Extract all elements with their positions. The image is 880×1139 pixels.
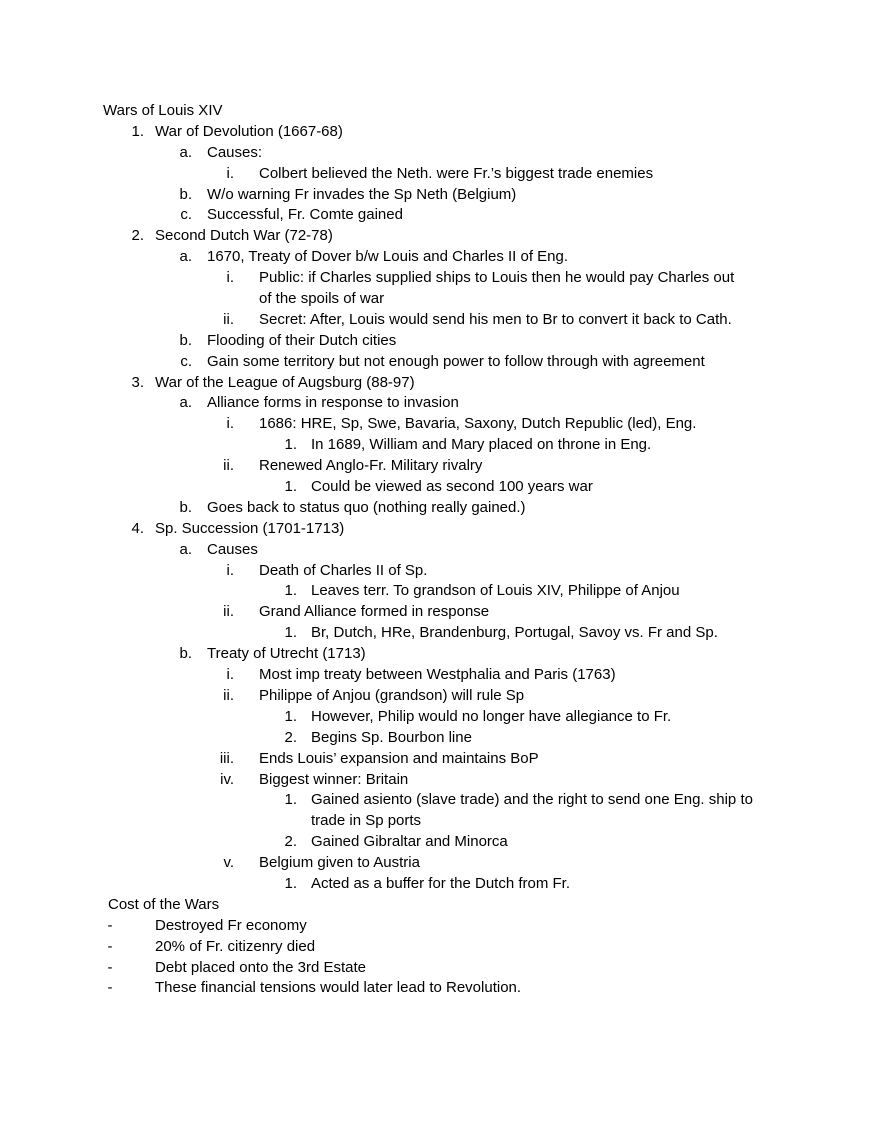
list-marker: ii. bbox=[223, 603, 234, 621]
list-item-text: Gained asiento (slave trade) and the right to send one Eng. ship to bbox=[311, 791, 753, 809]
war-4-b-iii bbox=[0, 749, 880, 770]
war-3-a-ii-1 bbox=[0, 477, 880, 498]
war-4-b-ii-1 bbox=[0, 707, 880, 728]
list-marker: b. bbox=[179, 331, 192, 349]
cost-item-2 bbox=[0, 937, 880, 958]
list-marker: 1. bbox=[284, 624, 297, 642]
list-marker: i. bbox=[226, 269, 234, 287]
war-4-a-i bbox=[0, 561, 880, 582]
list-item-text: 20% of Fr. citizenry died bbox=[155, 937, 316, 955]
list-item-text: Colbert believed the Neth. were Fr.’s biggest trade enemies bbox=[259, 164, 654, 182]
war-4-a-ii-1 bbox=[0, 623, 880, 644]
war-2-title: Second Dutch War (72-78) bbox=[155, 227, 333, 245]
list-marker: - bbox=[107, 958, 113, 976]
war-2 bbox=[0, 226, 880, 247]
list-item-text: Gain some territory but not enough power to follow through with agreement bbox=[207, 352, 705, 370]
war-4-a bbox=[0, 540, 880, 561]
list-marker: c. bbox=[180, 352, 192, 370]
war-2-a-i-cont bbox=[0, 289, 880, 310]
list-item-text: Treaty of Utrecht (1713) bbox=[207, 645, 366, 663]
list-marker: a. bbox=[179, 143, 192, 161]
list-marker: 2. bbox=[284, 833, 297, 851]
list-marker: 4. bbox=[131, 519, 144, 537]
list-marker: 2. bbox=[284, 728, 297, 746]
war-3 bbox=[0, 373, 880, 394]
list-item-text: 1686: HRE, Sp, Swe, Bavaria, Saxony, Dutch Republic (led), Eng. bbox=[259, 415, 697, 433]
war-4-b-v-1 bbox=[0, 874, 880, 895]
list-item-text: Philippe of Anjou (grandson) will rule Sp bbox=[259, 686, 525, 704]
list-marker: - bbox=[107, 979, 113, 997]
list-marker: i. bbox=[226, 164, 234, 182]
doc-title-text: Wars of Louis XIV bbox=[103, 102, 223, 119]
list-marker: c. bbox=[180, 206, 192, 224]
war-4-a-ii bbox=[0, 602, 880, 623]
list-marker: a. bbox=[179, 394, 192, 412]
list-item-text: Flooding of their Dutch cities bbox=[207, 331, 397, 349]
list-item-text: Goes back to status quo (nothing really gained.) bbox=[207, 498, 526, 516]
war-2-a bbox=[0, 247, 880, 268]
war-4-a-i-1 bbox=[0, 581, 880, 602]
war-4-b-iv-1-cont bbox=[0, 811, 880, 832]
war-2-a-ii bbox=[0, 310, 880, 331]
cost-heading bbox=[0, 895, 880, 916]
doc-title bbox=[0, 101, 880, 122]
list-item-text: Public: if Charles supplied ships to Louis then he would pay Charles out bbox=[259, 269, 735, 287]
list-item-text: Causes: bbox=[207, 143, 263, 161]
war-4-b-i bbox=[0, 665, 880, 686]
list-item-text: These financial tensions would later lead to Revolution. bbox=[155, 979, 522, 997]
list-marker: 1. bbox=[131, 122, 144, 140]
list-marker: iv. bbox=[220, 770, 234, 788]
list-item-text: Alliance forms in response to invasion bbox=[207, 394, 459, 412]
war-4-title: Sp. Succession (1701-1713) bbox=[155, 519, 345, 537]
list-marker: 2. bbox=[131, 227, 144, 245]
list-marker: - bbox=[107, 937, 113, 955]
cost-item-4 bbox=[0, 978, 880, 999]
list-marker: a. bbox=[179, 540, 192, 558]
list-marker: ii. bbox=[223, 310, 234, 328]
list-item-text: Belgium given to Austria bbox=[259, 854, 420, 872]
list-item-text: Acted as a buffer for the Dutch from Fr. bbox=[311, 874, 571, 892]
list-item-text: Biggest winner: Britain bbox=[259, 770, 409, 788]
list-marker: ii. bbox=[223, 686, 234, 704]
list-marker: b. bbox=[179, 498, 192, 516]
list-item-text: Causes bbox=[207, 540, 258, 558]
list-marker: 1. bbox=[284, 582, 297, 600]
list-marker: ii. bbox=[223, 457, 234, 475]
war-3-a-ii bbox=[0, 456, 880, 477]
war-3-a-i bbox=[0, 414, 880, 435]
list-item-text: In 1689, William and Mary placed on throne in Eng. bbox=[311, 436, 652, 454]
war-3-b bbox=[0, 498, 880, 519]
list-item-text: Renewed Anglo-Fr. Military rivalry bbox=[259, 457, 483, 475]
war-4-b-v bbox=[0, 853, 880, 874]
list-item-text: Begins Sp. Bourbon line bbox=[311, 728, 472, 746]
war-2-b bbox=[0, 331, 880, 352]
cost-heading-text: Cost of the Wars bbox=[108, 895, 220, 913]
war-4-b-iv bbox=[0, 770, 880, 791]
list-marker: 3. bbox=[131, 373, 144, 391]
list-marker: b. bbox=[179, 645, 192, 663]
document-body bbox=[0, 101, 880, 999]
list-item-text: Leaves terr. To grandson of Louis XIV, Philippe of Anjou bbox=[311, 582, 680, 600]
war-3-title: War of the League of Augsburg (88-97) bbox=[155, 373, 415, 391]
list-item-text: Death of Charles II of Sp. bbox=[259, 561, 428, 579]
list-item-text: However, Philip would no longer have allegiance to Fr. bbox=[311, 707, 672, 725]
list-marker: 1. bbox=[284, 478, 297, 496]
list-marker: iii. bbox=[219, 749, 234, 767]
list-item-text: Ends Louis’ expansion and maintains BoP bbox=[259, 749, 539, 767]
list-marker: 1. bbox=[284, 707, 297, 725]
war-1-a-i bbox=[0, 164, 880, 185]
list-item-text: W/o warning Fr invades the Sp Neth (Belgium) bbox=[207, 185, 517, 203]
list-marker: 1. bbox=[284, 436, 297, 454]
list-marker: b. bbox=[179, 185, 192, 203]
war-2-c bbox=[0, 352, 880, 373]
list-item-text: Most imp treaty between Westphalia and Paris (1763) bbox=[259, 666, 616, 684]
war-1-a bbox=[0, 143, 880, 164]
list-marker: a. bbox=[179, 248, 192, 266]
war-1-b bbox=[0, 185, 880, 206]
list-item-text: Could be viewed as second 100 years war bbox=[311, 478, 593, 496]
cost-item-3 bbox=[0, 958, 880, 979]
list-marker: 1. bbox=[284, 874, 297, 892]
war-1-c bbox=[0, 205, 880, 226]
war-4-b-ii-2 bbox=[0, 728, 880, 749]
list-item-text: 1670, Treaty of Dover b/w Louis and Charles II of Eng. bbox=[207, 248, 569, 266]
list-marker: i. bbox=[226, 415, 234, 433]
list-item-text: Br, Dutch, HRe, Brandenburg, Portugal, Savoy vs. Fr and Sp. bbox=[311, 624, 718, 642]
list-marker: i. bbox=[226, 561, 234, 579]
war-4-b-iv-1 bbox=[0, 790, 880, 811]
list-marker: v. bbox=[223, 854, 234, 872]
list-marker: i. bbox=[226, 666, 234, 684]
list-item-text: Grand Alliance formed in response bbox=[259, 603, 490, 621]
list-item-text: Successful, Fr. Comte gained bbox=[207, 206, 403, 224]
war-4-b bbox=[0, 644, 880, 665]
war-1 bbox=[0, 122, 880, 143]
list-item-text: Secret: After, Louis would send his men to Br to convert it back to Cath. bbox=[259, 310, 732, 328]
war-3-a-i-1 bbox=[0, 435, 880, 456]
cost-item-1 bbox=[0, 916, 880, 937]
war-1-title: War of Devolution (1667-68) bbox=[155, 122, 343, 140]
war-2-a-i bbox=[0, 268, 880, 289]
war-4 bbox=[0, 519, 880, 540]
list-item-text: Destroyed Fr economy bbox=[155, 916, 307, 934]
list-item-text: of the spoils of war bbox=[259, 290, 385, 308]
war-4-b-iv-2 bbox=[0, 832, 880, 853]
list-item-text: Debt placed onto the 3rd Estate bbox=[155, 958, 366, 976]
list-item-text: trade in Sp ports bbox=[311, 812, 422, 830]
war-3-a bbox=[0, 393, 880, 414]
list-marker: - bbox=[107, 916, 113, 934]
list-item-text: Gained Gibraltar and Minorca bbox=[311, 833, 508, 851]
war-4-b-ii bbox=[0, 686, 880, 707]
list-marker: 1. bbox=[284, 791, 297, 809]
